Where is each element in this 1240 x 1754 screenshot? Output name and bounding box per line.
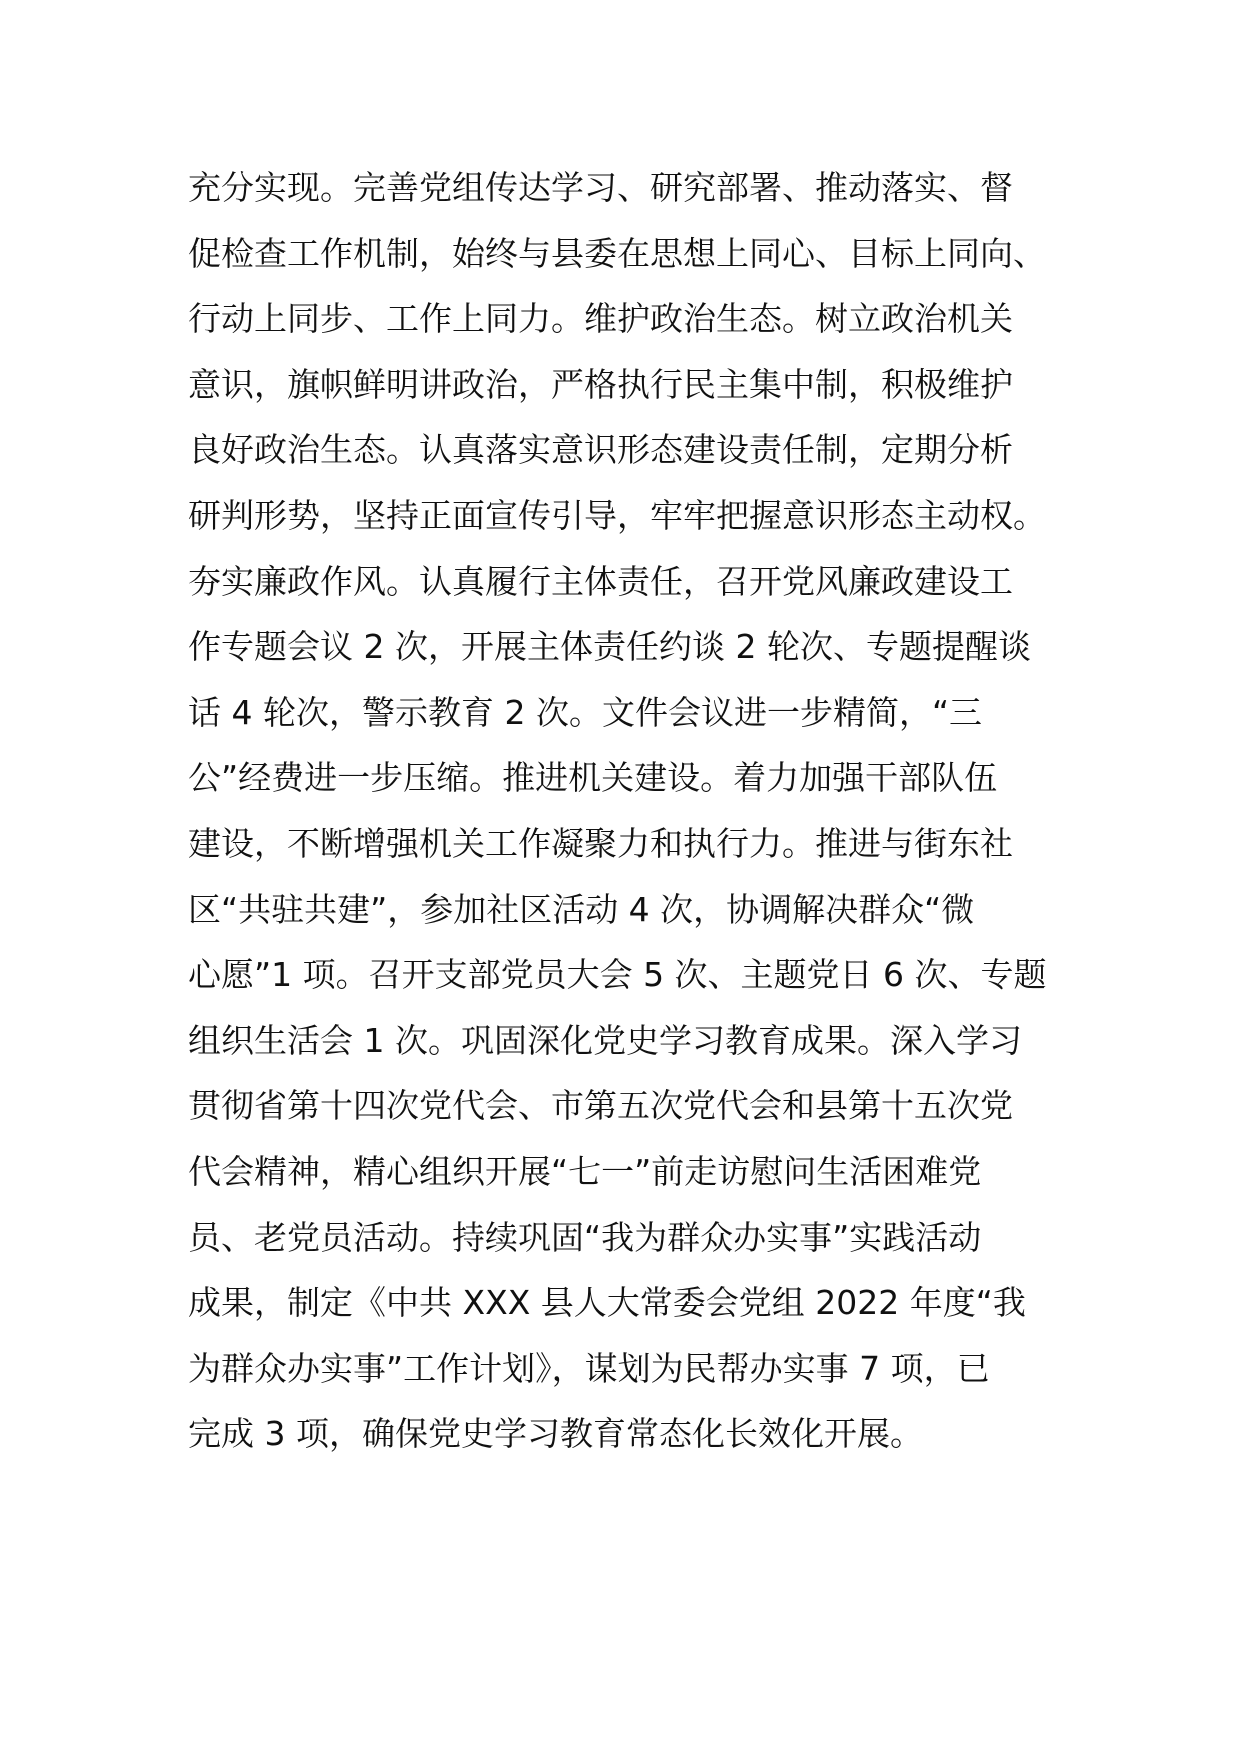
text-line: 区“共驻共建”，参加社区活动 4 次，协调解决群众“微 bbox=[188, 889, 975, 929]
text-line: 代会精神，精心组织开展“七一”前走访慰问生活困难党 bbox=[188, 1151, 982, 1191]
text-line: 公”经费进一步压缩。推进机关建设。着力加强干部队伍 bbox=[188, 758, 998, 798]
text-line: 作专题会议 2 次，开展主体责任约谈 2 轮次、专题提醒谈 bbox=[188, 627, 1031, 667]
text-line: 研判形势，坚持正面宣传引导，牢牢把握意识形态主动权。 bbox=[188, 495, 1046, 535]
body-text bbox=[188, 155, 1068, 1467]
text-line: 促检查工作机制，始终与县委在思想上同心、目标上同向、 bbox=[188, 233, 1046, 273]
text-line: 组织生活会 1 次。巩固深化党史学习教育成果。深入学习 bbox=[188, 1020, 1022, 1060]
text-line: 为群众办实事”工作计划》，谋划为民帮办实事 7 项，已 bbox=[188, 1348, 990, 1388]
text-line: 建设，不断增强机关工作凝聚力和执行力。推进与街东社 bbox=[188, 823, 1013, 863]
text-line: 充分实现。完善党组传达学习、研究部署、推动落实、督 bbox=[188, 168, 1013, 207]
text-line: 夯实廉政作风。认真履行主体责任，召开党风廉政建设工 bbox=[188, 561, 1013, 601]
text-line: 行动上同步、工作上同力。维护政治生态。树立政治机关 bbox=[188, 299, 1013, 339]
text-line: 话 4 轮次，警示教育 2 次。文件会议进一步精简，“三 bbox=[188, 692, 983, 732]
text-line: 意识，旗帜鲜明讲政治，严格执行民主集中制，积极维护 bbox=[188, 364, 1013, 404]
text-line: 成果，制定《中共 XXX 县人大常委会党组 2022 年度“我 bbox=[188, 1283, 1026, 1323]
text-line: 贯彻省第十四次党代会、市第五次党代会和县第十五次党 bbox=[188, 1086, 1013, 1126]
text-line: 良好政治生态。认真落实意识形态建设责任制，定期分析 bbox=[188, 430, 1013, 470]
text-line: 完成 3 项，确保党史学习教育常态化长效化开展。 bbox=[188, 1414, 923, 1454]
text-line: 心愿”1 项。召开支部党员大会 5 次、主题党日 6 次、专题 bbox=[188, 955, 1047, 995]
text-line: 员、老党员活动。持续巩固“我为群众办实事”实践活动 bbox=[188, 1217, 982, 1257]
